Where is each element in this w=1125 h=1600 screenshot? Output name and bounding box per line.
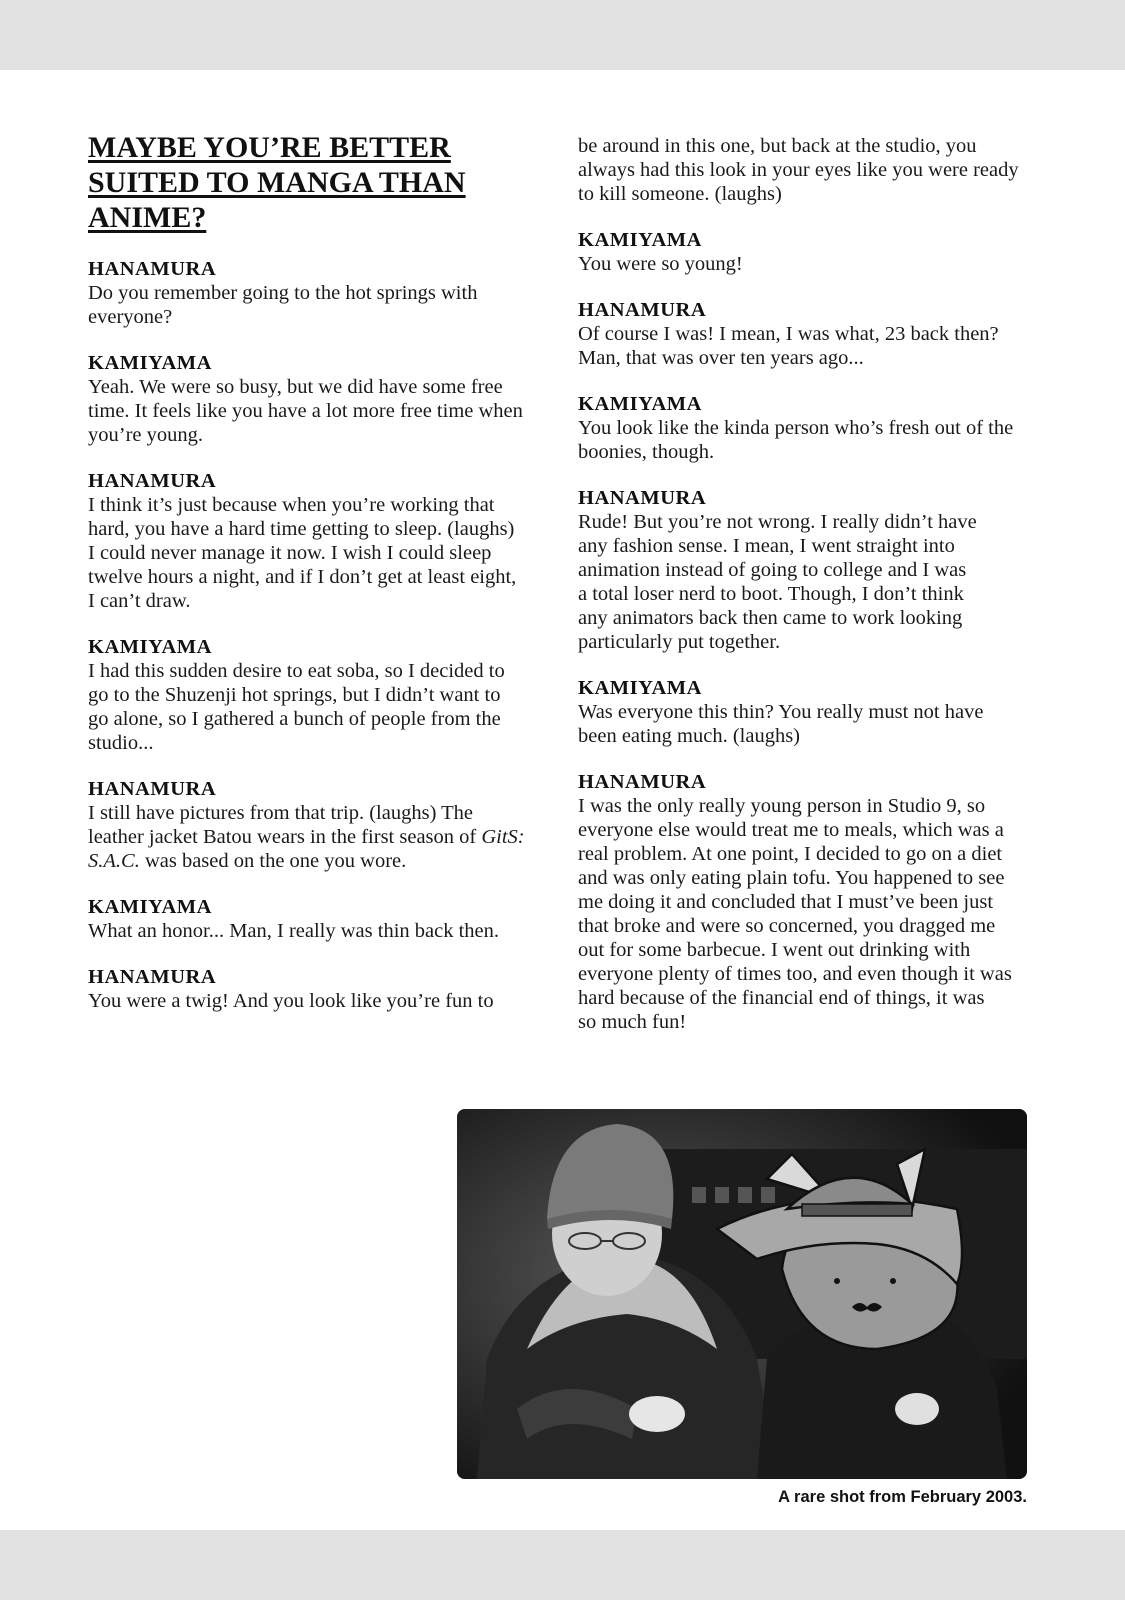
speaker-name: HANAMURA [578, 299, 707, 321]
dialogue-line: hard because of the financial end of things, it was [578, 987, 985, 1009]
section-heading [88, 130, 548, 235]
dialogue-line: me doing it and concluded that I must’ve been just [578, 891, 994, 913]
dialogue-line: Yeah. We were so busy, but we did have some free [88, 376, 503, 398]
dialogue-line: You were so young! [578, 253, 743, 275]
dialogue-line: I could never manage it now. I wish I could sleep [88, 542, 492, 564]
dialogue-line: animation instead of going to college and I was [578, 559, 967, 581]
dialogue-line: I had this sudden desire to eat soba, so I decided to [88, 660, 505, 682]
dialogue-line: Of course I was! I mean, I was what, 23 back then? [578, 323, 999, 345]
dialogue-line: go to the Shuzenji hot springs, but I didn’t want to [88, 684, 501, 706]
page [0, 70, 1125, 1530]
speaker-name: KAMIYAMA [578, 677, 702, 699]
dialogue-line: everyone plenty of times too, and even though it was [578, 963, 1012, 985]
right-column [578, 134, 1053, 1056]
speaker-name: KAMIYAMA [578, 393, 702, 415]
photo-illustration [457, 1109, 1027, 1479]
speaker-name: HANAMURA [88, 966, 217, 988]
left-column [88, 130, 548, 1035]
dialogue-line: any fashion sense. I mean, I went straight into [578, 535, 955, 557]
speaker-name: HANAMURA [88, 258, 217, 280]
speaker-name: KAMIYAMA [88, 352, 212, 374]
dialogue-entry [578, 676, 1053, 748]
dialogue-line: any animators back then came to work looking [578, 607, 963, 629]
dialogue-line: I think it’s just because when you’re working that [88, 494, 495, 516]
dialogue-line: You were a twig! And you look like you’re fun to [88, 990, 494, 1012]
heading-line: MAYBE YOU’RE BETTER [88, 131, 451, 164]
dialogue-line: studio... [88, 732, 154, 754]
speaker-name: KAMIYAMA [578, 229, 702, 251]
speaker-name: HANAMURA [88, 778, 217, 800]
dialogue-line: particularly put together. [578, 631, 781, 653]
dialogue-entry [578, 392, 1053, 464]
dialogue-line: go alone, so I gathered a bunch of people from the [88, 708, 501, 730]
dialogue-line: be around in this one, but back at the studio, you [578, 135, 977, 157]
dialogue-entry [578, 486, 1053, 654]
speaker-name: KAMIYAMA [88, 896, 212, 918]
dialogue-line: to kill someone. (laughs) [578, 183, 782, 205]
hand [629, 1396, 685, 1432]
speaker-name: HANAMURA [88, 470, 217, 492]
dialogue-line: been eating much. (laughs) [578, 725, 801, 747]
dialogue-line: and was only eating plain tofu. You happened to see [578, 867, 1005, 889]
speaker-name: KAMIYAMA [88, 636, 212, 658]
dialogue-entry [578, 770, 1053, 1034]
right-hand [895, 1393, 939, 1425]
dialogue-line: I can’t draw. [88, 590, 191, 612]
dialogue-entry [88, 635, 548, 755]
dialogue-line: leather jacket Batou wears in the first season of GitS: [88, 826, 525, 848]
right-dialogue [578, 134, 1053, 1034]
dialogue-entry [88, 351, 548, 447]
dialogue-line: hard, you have a hard time getting to sleep. (laughs) [88, 518, 515, 540]
dialogue-line: a total loser nerd to boot. Though, I don’t think [578, 583, 964, 605]
dialogue-line: Rude! But you’re not wrong. I really didn’t have [578, 511, 977, 533]
dialogue-line: everyone else would treat me to meals, which was a [578, 819, 1004, 841]
heading-line: ANIME? [88, 201, 207, 234]
speaker-name: HANAMURA [578, 487, 707, 509]
dialogue-line: real problem. At one point, I decided to go on a diet [578, 843, 1003, 865]
dialogue-line: that broke and were so concerned, you dragged me [578, 915, 996, 937]
dialogue-line: Was everyone this thin? You really must not have [578, 701, 984, 723]
photo [457, 1109, 1027, 1479]
heading-line: SUITED TO MANGA THAN [88, 166, 466, 199]
photo-caption: A rare shot from February 2003. [778, 1488, 1027, 1506]
dialogue-line: everyone? [88, 306, 173, 328]
dialogue-line: time. It feels like you have a lot more free time when [88, 400, 523, 422]
dialogue-entry [88, 469, 548, 613]
dialogue-line: twelve hours a night, and if I don’t get at least eight, [88, 566, 517, 588]
dialogue-entry [88, 895, 548, 943]
dialogue-entry [578, 134, 1053, 206]
dialogue-entry [88, 965, 548, 1013]
speaker-name: HANAMURA [578, 771, 707, 793]
dialogue-line: so much fun! [578, 1011, 687, 1033]
dialogue-line: I still have pictures from that trip. (laughs) The [88, 802, 474, 824]
dialogue-line: Do you remember going to the hot springs with [88, 282, 478, 304]
dialogue-entry [88, 777, 548, 873]
left-dialogue [88, 257, 548, 1013]
dialogue-line: boonies, though. [578, 441, 715, 463]
dialogue-line: You look like the kinda person who’s fresh out of the [578, 417, 1014, 439]
dialogue-entry [578, 228, 1053, 276]
dialogue-line: you’re young. [88, 424, 204, 446]
dialogue-line: always had this look in your eyes like you were ready [578, 159, 1019, 181]
dialogue-entry [578, 298, 1053, 370]
dialogue-line: S.A.C. was based on the one you wore. [88, 850, 407, 872]
dialogue-line: What an honor... Man, I really was thin back then. [88, 920, 500, 942]
dialogue-line: I was the only really young person in Studio 9, so [578, 795, 986, 817]
dialogue-entry [88, 257, 548, 329]
dialogue-line: Man, that was over ten years ago... [578, 347, 864, 369]
dialogue-line: out for some barbecue. I went out drinking with [578, 939, 971, 961]
